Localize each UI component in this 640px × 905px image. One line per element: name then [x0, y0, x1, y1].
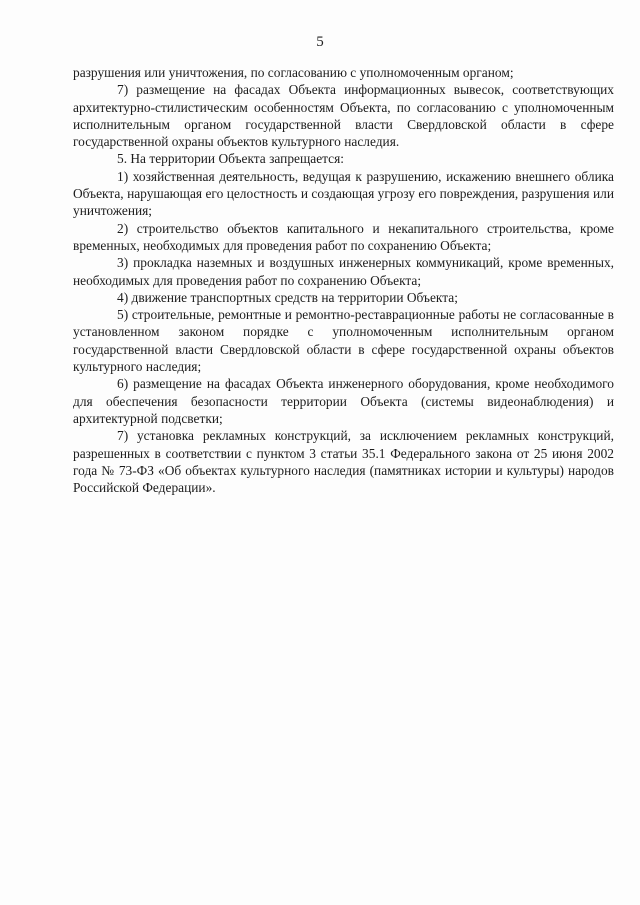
- paragraph-item-5-repair-works: 5) строительные, ремонтные и ремонтно-реставрационные работы не согласованные в установленном законом порядке с уполномоченным исполнительным органом государственной власти Свердловской области в сфере государственной охраны объектов культурного наследия;: [73, 307, 614, 375]
- paragraph-item-6-facade-equipment: 6) размещение на фасадах Объекта инженерного оборудования, кроме необходимого для обеспечения безопасности территории Объекта (системы видеонаблюдения) и архитектурной подсветки;: [73, 376, 614, 426]
- paragraph-item-2-construction: 2) строительство объектов капитального и некапитального строительства, кроме временных, необходимых для проведения работ по сохранению Объекта;: [73, 220, 614, 253]
- paragraph-continuation: разрушения или уничтожения, по согласованию с уполномоченным органом;: [73, 65, 514, 80]
- paragraph-section-5-heading: 5. На территории Объекта запрещается:: [117, 151, 344, 167]
- paragraph-item-7-advertising: 7) установка рекламных конструкций, за исключением рекламных конструкций, разрешенных в соответствии с пунктом 3 статьи 35.1 Федерального закона от 25 июня 2002 года № 73-ФЗ «Об объектах культурного наследия (памятниках истории и культуры) народов Российской Федерации».: [73, 428, 614, 496]
- page-number: 5: [316, 34, 324, 50]
- paragraph-item-4-vehicles: 4) движение транспортных средств на территории Объекта;: [117, 289, 458, 305]
- paragraph-item-1-economic-activity: 1) хозяйственная деятельность, ведущая к разрушению, искажению внешнего облика Объекта, нарушающая его целостность и создающая угрозу его повреждения, разрушения или уничтожения;: [73, 168, 614, 219]
- paragraph-item-7-signage: 7) размещение на фасадах Объекта информационных вывесок, соответствующих архитектурно-стилистическим особенностям Объекта, по согласованию с уполномоченным исполнительным органом государственной власти Свердловской области в сфере государственной охраны объектов культурного наследия.: [73, 82, 614, 150]
- document-body: [73, 64, 614, 496]
- paragraph-item-3-utilities: 3) прокладка наземных и воздушных инженерных коммуникаций, кроме временных, необходимых для проведения работ по сохранению Объекта;: [73, 255, 614, 288]
